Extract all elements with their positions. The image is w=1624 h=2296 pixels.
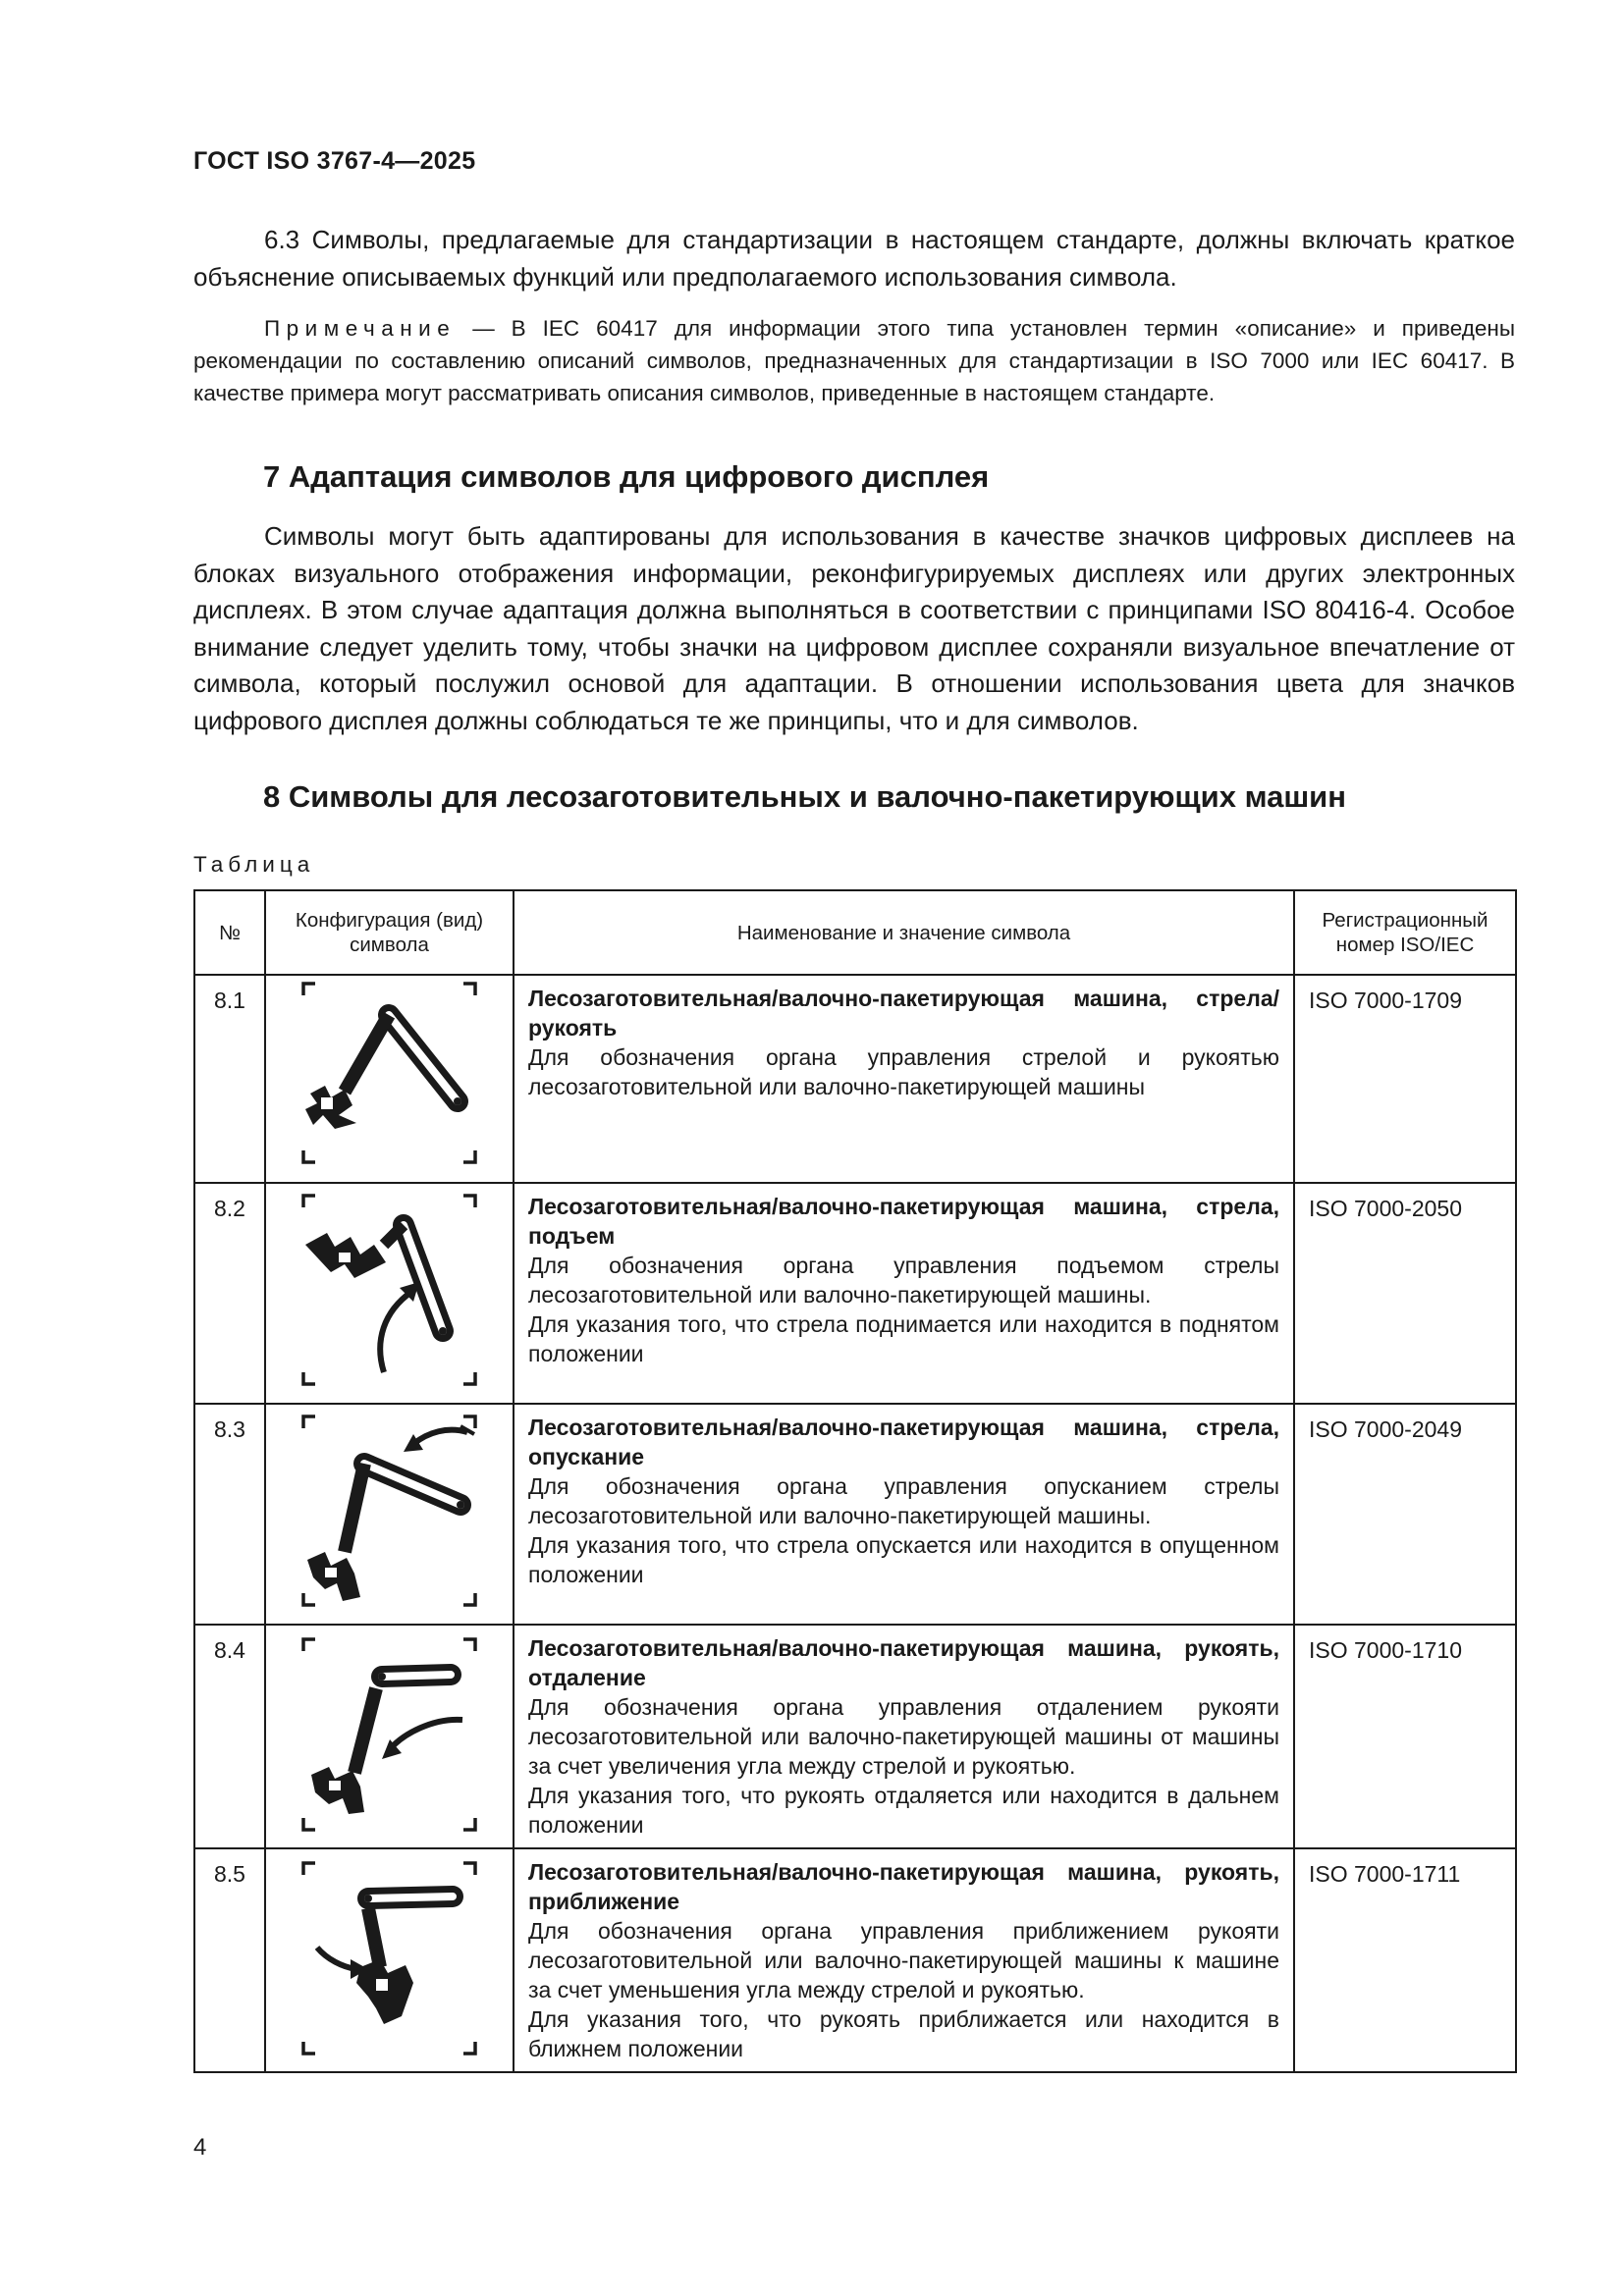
forestry-arm-extend-icon [266,1626,513,1846]
registration-number: ISO 7000-1710 [1294,1625,1516,1848]
header-reg: Регистрационный номер ISO/IEC [1294,890,1516,975]
section-7-heading: 7 Адаптация символов для цифрового дисплея [263,459,990,494]
section-7-text: Символы могут быть адаптированы для использования в качестве значков цифровых дисплеев на блоках визуального отображения информации, реконфигурируемых дисплеях или других электронных дисплеях. В этом случае адаптация должна выполняться в соответствии с принципами ISO 80416-4. Особое внимание следует уделить тому, чтобы значки на цифровом дисплее сохраняли визуальное впечатление от символа, который послужил основой для адаптации. В отношении использования цвета для значков цифрового дисплея должны соблюдаться те же принципы, что и для символов. [193,521,1515,735]
header-config: Конфигурация (вид) символа [265,890,514,975]
registration-number: ISO 7000-2050 [1294,1183,1516,1404]
table-row [194,1625,1516,1848]
table-row [194,1848,1516,2072]
table-row [194,1183,1516,1404]
registration-number: ISO 7000-1709 [1294,975,1516,1183]
symbol-meaning: Для обозначения органа управления отдалением рукояти лесозаготовительной или валочно-пакетирующей машины от машины за счет увеличения угла между стрелой и рукоятью. [528,1694,1279,1779]
symbol-cell [265,1404,514,1625]
symbol-cell [265,975,514,1183]
row-number: 8.4 [194,1625,265,1848]
header-num: № [194,890,265,975]
registration-number: ISO 7000-1711 [1294,1848,1516,2072]
row-number: 8.3 [194,1404,265,1625]
symbol-meaning: Для обозначения органа управления приближением рукояти лесозаготовительной или валочно-пакетирующей машины к машине за счет уменьшения угла между стрелой и рукоятью. [528,1918,1279,2002]
symbol-title: Лесозаготовительная/валочно-пакетирующая машина, рукоять, приближение [528,1859,1279,1914]
section-8-heading: 8 Символы для лесозаготовительных и валочно-пакетирующих машин [263,779,1346,814]
symbol-description [514,1848,1294,2072]
symbol-meaning: Для указания того, что рукоять приближается или находится в ближнем положении [528,2006,1279,2061]
symbol-title: Лесозаготовительная/валочно-пакетирующая машина, стрела, опускание [528,1415,1279,1469]
note-label: Примечание [264,316,457,341]
symbol-meaning: Для обозначения органа управления опусканием стрелы лесозаготовительной или валочно-пакетирующей машины. [528,1473,1279,1528]
symbol-cell [265,1848,514,2072]
table-row [194,1404,1516,1625]
symbol-title: Лесозаготовительная/валочно-пакетирующая машина, стрела/рукоять [528,986,1279,1041]
symbol-description [514,1625,1294,1848]
row-number: 8.5 [194,1848,265,2072]
symbol-meaning: Для указания того, что рукоять отдаляется или находится в дальнем положении [528,1783,1279,1838]
symbols-table [193,889,1517,2073]
symbol-title: Лесозаготовительная/валочно-пакетирующая машина, стрела, подъем [528,1194,1279,1249]
symbol-meaning: Для обозначения органа управления стрелой и рукоятью лесозаготовительной или валочно-пакетирующей машины [528,1044,1279,1099]
document-id: ГОСТ ISO 3767-4—2025 [193,147,476,175]
table-row [194,975,1516,1183]
section-6-3-text: 6.3 Символы, предлагаемые для стандартизации в настоящем стандарте, должны включать краткое объяснение описываемых функций или предполагаемого использования символа. [193,225,1515,292]
forestry-boom-arm-icon [266,976,513,1180]
symbol-title: Лесозаготовительная/валочно-пакетирующая машина, рукоять, отдаление [528,1635,1279,1690]
symbol-description [514,1404,1294,1625]
symbol-meaning: Для обозначения органа управления подъемом стрелы лесозаготовительной или валочно-пакетирующей машины. [528,1253,1279,1308]
symbol-meaning: Для указания того, что стрела опускается или находится в опущенном положении [528,1532,1279,1587]
forestry-boom-raise-icon [266,1184,513,1402]
table-caption: Таблица [193,852,315,877]
registration-number: ISO 7000-2049 [1294,1404,1516,1625]
note-text: — В IEC 60417 для информации этого типа установлен термин «описание» и приведены рекомендации по составлению описаний символов, предназначенных для стандартизации в ISO 7000 или IEC 60417. В качестве примера могут рассматривать описания символов, приведенные в настоящем стандарте. [193,316,1515,405]
note-paragraph [193,312,1515,409]
row-number: 8.2 [194,1183,265,1404]
row-number: 8.1 [194,975,265,1183]
header-name: Наименование и значение символа [514,890,1294,975]
symbol-meaning: Для указания того, что стрела поднимается или находится в поднятом положении [528,1311,1279,1366]
symbol-description [514,975,1294,1183]
symbol-description [514,1183,1294,1404]
forestry-arm-retract-icon [266,1849,513,2070]
forestry-boom-lower-icon [266,1405,513,1623]
symbol-cell [265,1183,514,1404]
table-header-row [194,890,1516,975]
symbol-cell [265,1625,514,1848]
page-number: 4 [193,2134,207,2161]
